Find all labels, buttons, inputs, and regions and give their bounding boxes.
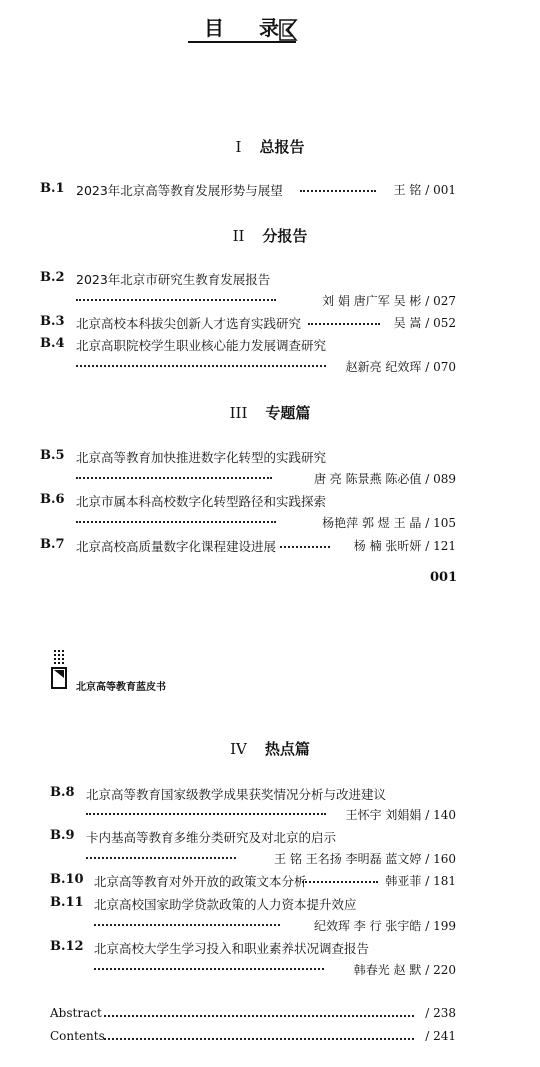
section-title: 热点篇 bbox=[264, 740, 310, 758]
section-heading-3 bbox=[0, 402, 540, 423]
entry-code: B.3 bbox=[40, 314, 65, 329]
section-heading-1 bbox=[0, 136, 540, 157]
section-heading-2 bbox=[0, 225, 540, 246]
entry-code: B.2 bbox=[40, 270, 65, 285]
entry-title[interactable]: 2023年北京高等教育发展形势与展望 bbox=[76, 183, 283, 198]
entry-code: B.11 bbox=[50, 895, 84, 910]
entry-code: B.6 bbox=[40, 492, 65, 507]
abstract-title[interactable]: Abstract bbox=[50, 1006, 102, 1020]
section-number: III bbox=[229, 404, 248, 422]
entry-title[interactable]: 北京高职院校学生职业核心能力发展调查研究 bbox=[76, 338, 327, 353]
dot-leader bbox=[302, 875, 378, 883]
entry-code: B.4 bbox=[40, 336, 65, 351]
entry-title[interactable]: 北京高等教育对外开放的政策文本分析 bbox=[94, 874, 307, 889]
section-number: II bbox=[232, 227, 245, 245]
dot-leader bbox=[76, 515, 276, 523]
entry-code: B.1 bbox=[40, 181, 65, 196]
section-number: IV bbox=[230, 740, 247, 758]
entry-authors: 吴 嵩 / 052 bbox=[393, 316, 456, 330]
entry-title[interactable]: 2023年北京市研究生教育发展报告 bbox=[76, 272, 271, 287]
toc-header bbox=[188, 8, 308, 44]
series-name: 北京高等教育蓝皮书 bbox=[76, 682, 166, 693]
dot-leader bbox=[104, 1032, 414, 1040]
entry-authors: 赵新亮 纪效珲 / 070 bbox=[345, 360, 456, 374]
dot-leader bbox=[104, 1009, 414, 1017]
dot-leader bbox=[300, 184, 376, 192]
series-logo-icon bbox=[50, 648, 70, 692]
entry-title[interactable]: 北京高等教育国家级教学成果获奖情况分析与改进建议 bbox=[86, 787, 387, 802]
dot-leader bbox=[86, 807, 326, 815]
section-title: 总报告 bbox=[259, 138, 305, 156]
entry-code: B.10 bbox=[50, 872, 84, 887]
toc-title: 目 录 bbox=[204, 16, 293, 40]
dot-leader bbox=[76, 471, 272, 479]
entry-authors: 韩春光 赵 默 / 220 bbox=[353, 963, 456, 977]
toc-page-bottom bbox=[0, 620, 540, 1067]
entry-title[interactable]: 卡内基高等教育多维分类研究及对北京的启示 bbox=[86, 830, 337, 845]
contents-title[interactable]: Contents bbox=[50, 1029, 105, 1043]
section-title: 分报告 bbox=[262, 227, 308, 245]
dot-leader bbox=[76, 293, 276, 301]
entry-authors: 王 铭 / 001 bbox=[393, 183, 456, 197]
entry-title[interactable]: 北京市属本科高校数字化转型路径和实践探索 bbox=[76, 494, 327, 509]
entry-authors: 王怀宇 刘娟娟 / 140 bbox=[345, 808, 456, 822]
entry-code: B.5 bbox=[40, 448, 65, 463]
page-number: 001 bbox=[430, 570, 458, 585]
entry-code: B.9 bbox=[50, 828, 75, 843]
section-number: I bbox=[235, 138, 242, 156]
section-title: 专题篇 bbox=[265, 404, 311, 422]
entry-code: B.7 bbox=[40, 537, 65, 552]
entry-code: B.8 bbox=[50, 785, 75, 800]
entry-title[interactable]: 北京高校国家助学贷款政策的人力资本提升效应 bbox=[94, 897, 357, 912]
dot-leader bbox=[94, 918, 280, 926]
entry-authors: 杨 楠 张昕妍 / 121 bbox=[353, 539, 456, 553]
entry-authors: 刘 娟 唐广军 吴 彬 / 027 bbox=[322, 294, 456, 308]
entry-authors: 唐 亮 陈景燕 陈必值 / 089 bbox=[313, 472, 456, 486]
contents-page: / 241 bbox=[425, 1029, 456, 1043]
section-heading-4 bbox=[0, 738, 540, 759]
dot-leader bbox=[76, 359, 326, 367]
entry-title[interactable]: 北京高校大学生学习投入和职业素养状况调查报告 bbox=[94, 941, 370, 956]
entry-authors: 纪效珲 李 行 张宇皓 / 199 bbox=[313, 919, 456, 933]
entry-code: B.12 bbox=[50, 939, 84, 954]
entry-authors: 王 铭 王名扬 李明磊 蓝文婷 / 160 bbox=[274, 852, 456, 866]
abstract-page: / 238 bbox=[425, 1006, 456, 1020]
entry-title[interactable]: 北京高等教育加快推进数字化转型的实践研究 bbox=[76, 450, 327, 465]
entry-title[interactable]: 北京高校本科拔尖创新人才选育实践研究 bbox=[76, 316, 302, 331]
entry-title[interactable]: 北京高校高质量数字化课程建设进展 bbox=[76, 539, 277, 554]
dot-leader bbox=[86, 851, 236, 859]
book-corner-icon bbox=[278, 18, 298, 42]
dot-leader bbox=[308, 317, 380, 325]
dot-leader bbox=[94, 962, 324, 970]
entry-authors: 杨艳萍 郭 煜 王 晶 / 105 bbox=[322, 516, 456, 530]
dot-leader bbox=[280, 540, 330, 548]
entry-authors: 韩亚菲 / 181 bbox=[385, 874, 456, 888]
